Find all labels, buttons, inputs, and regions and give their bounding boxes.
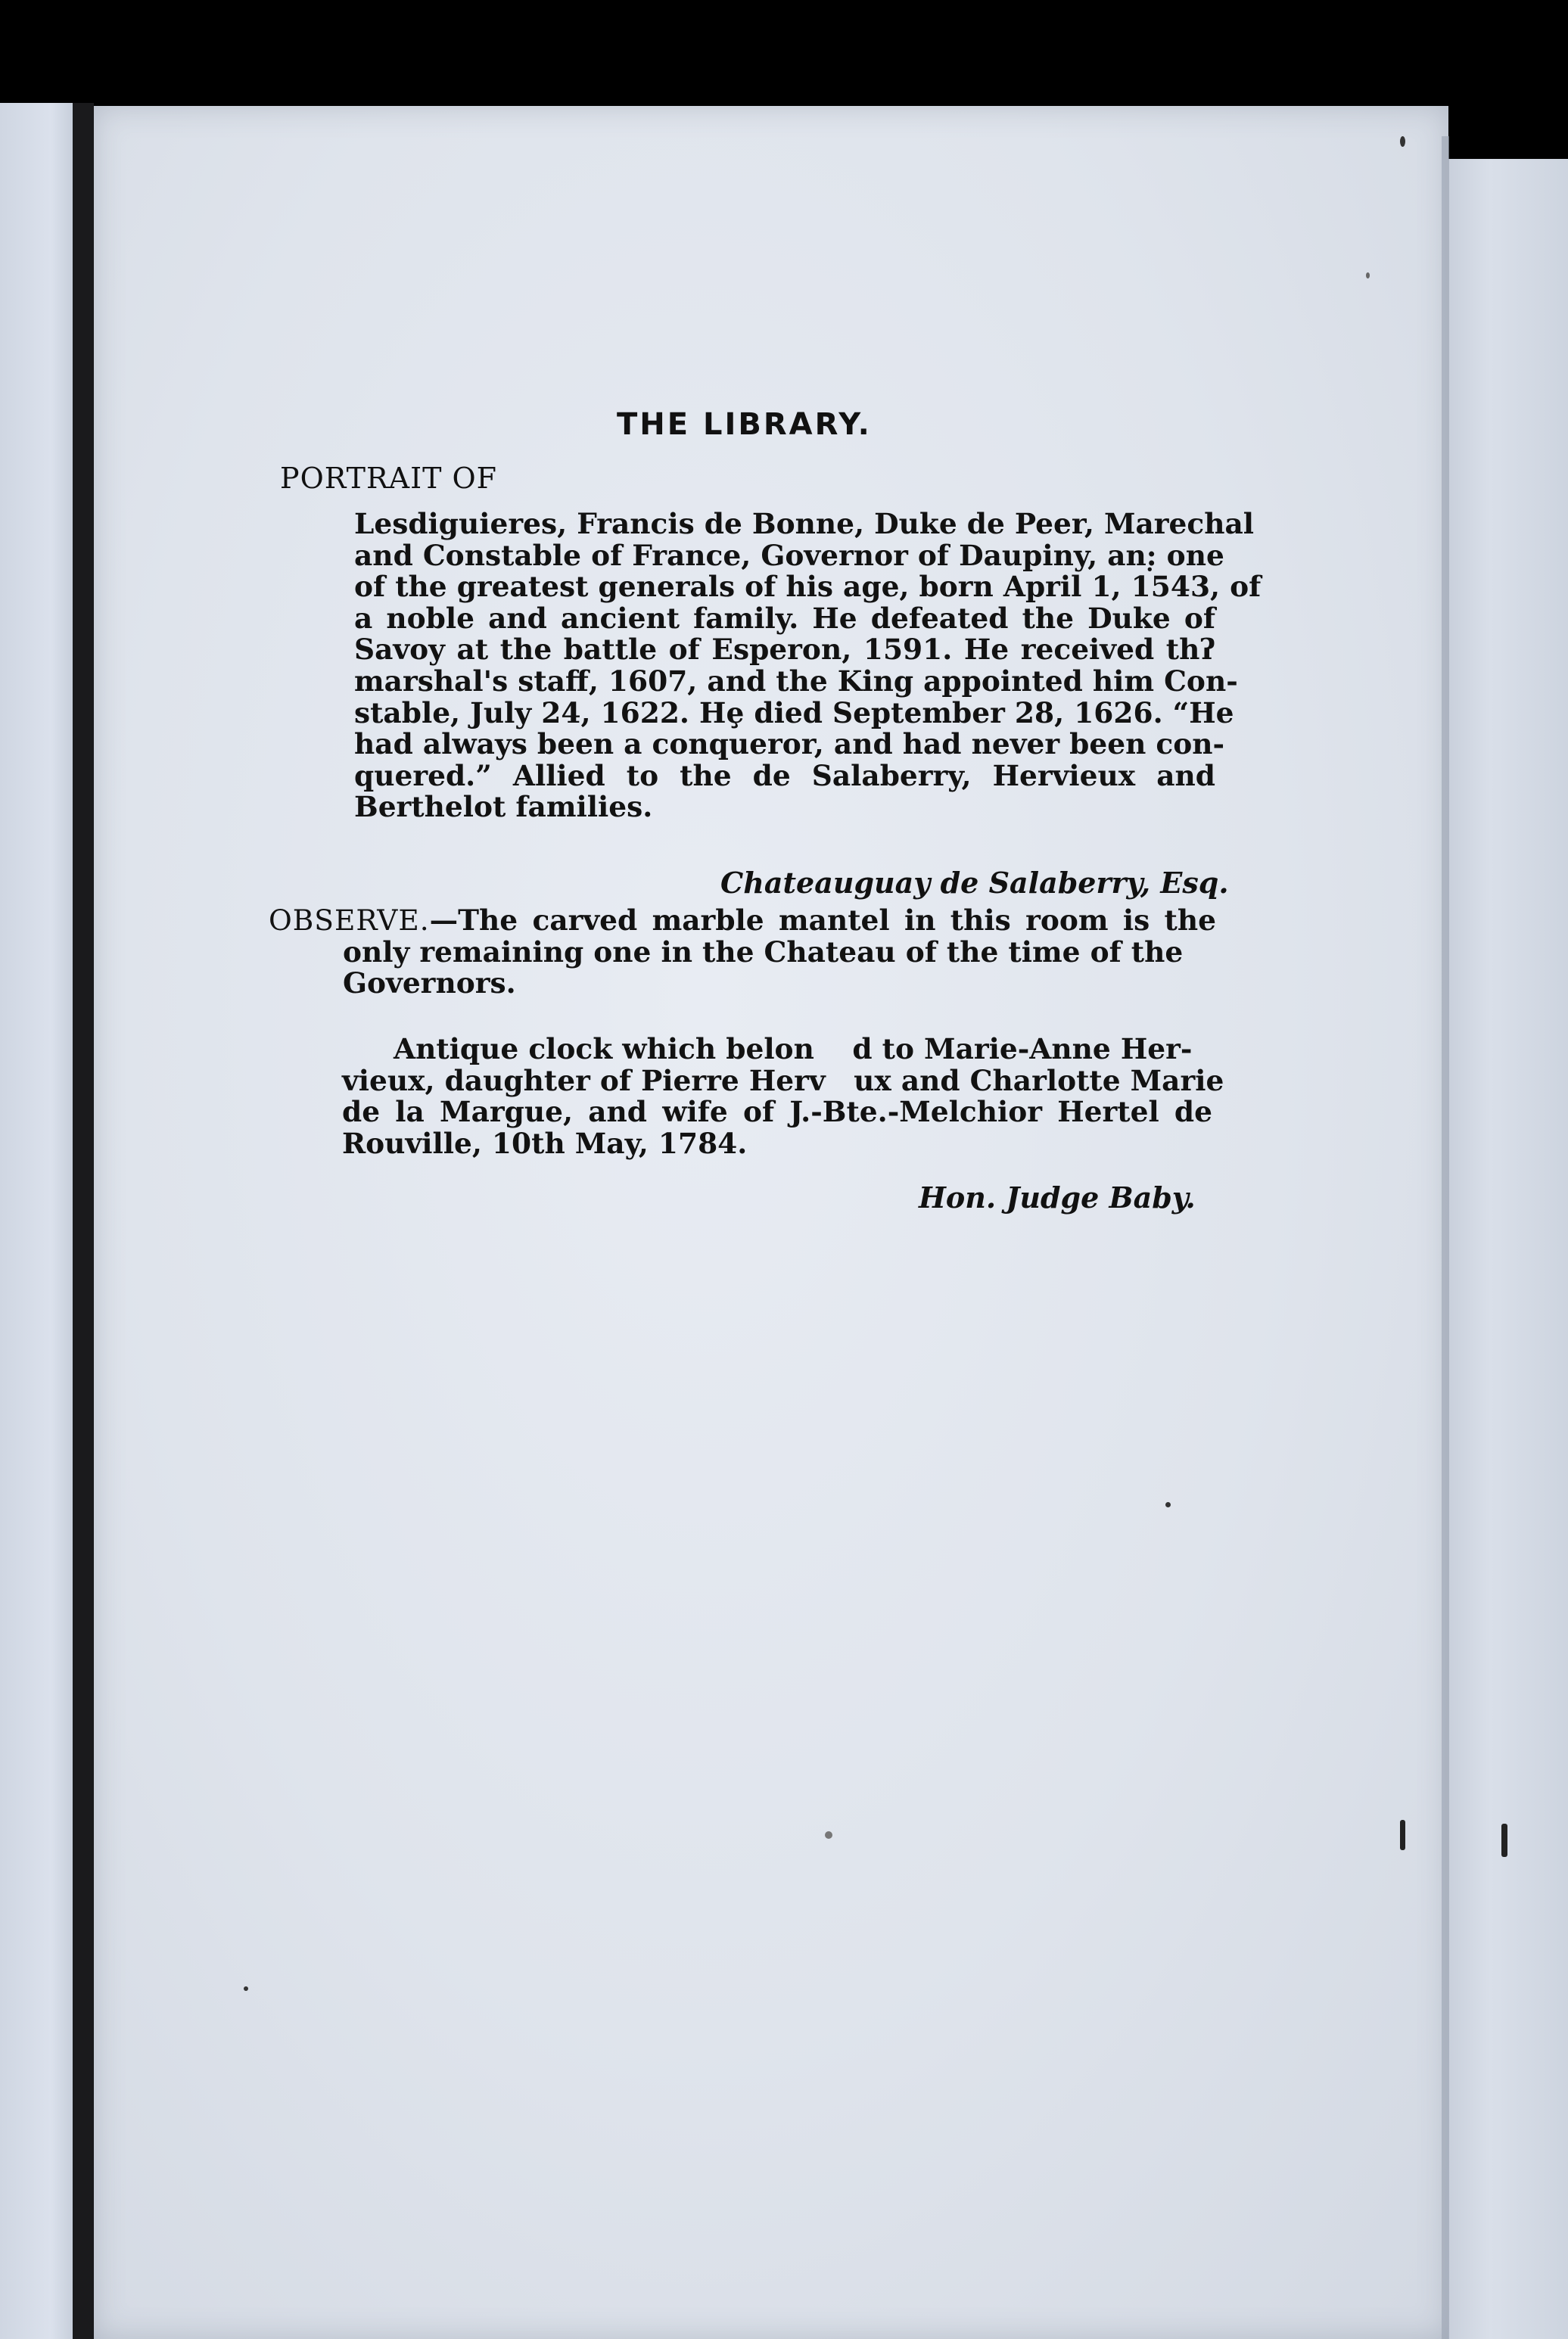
portrait-line: Berthelot families. bbox=[354, 790, 653, 824]
portrait-line: had always been a conqueror, and had never been con- bbox=[354, 727, 1225, 761]
observe-label: OBSERVE. bbox=[269, 904, 430, 937]
scan-speck bbox=[1165, 1502, 1171, 1507]
observe-first-text: —The carved marble mantel in this room is the bbox=[429, 904, 1216, 937]
binding-shadow bbox=[73, 103, 94, 2339]
portrait-description bbox=[354, 507, 1262, 824]
portrait-heading: PORTRAIT OF bbox=[280, 462, 498, 495]
clock-line: Antique clock which belon d to Marie-Anne Her- bbox=[394, 1032, 1193, 1065]
clock-attribution: Hon. Judge Baby. bbox=[919, 1180, 1196, 1215]
page-title: THE LIBRARY. bbox=[617, 407, 872, 442]
observe-line: only remaining one in the Chateau of the time of the bbox=[343, 935, 1184, 969]
clock-note bbox=[342, 1032, 1224, 1160]
scan-speck bbox=[1400, 136, 1405, 147]
portrait-attribution: Chateauguay de Salaberry, Esq. bbox=[720, 866, 1229, 900]
portrait-line: stable, July 24, 1622. Hȩ died September 28, 1626. “He bbox=[354, 695, 1234, 729]
clock-line: Rouville, 10th May, 1784. bbox=[342, 1126, 748, 1160]
scan-speck bbox=[1501, 1824, 1507, 1857]
clock-line: de la Margue, and wife of J.-Bte.-Melchior Hertel de bbox=[342, 1095, 1212, 1129]
observe-first-line bbox=[269, 905, 1216, 937]
portrait-line: Lesdiguieres, Francis de Bonne, Duke de Peer, Marechal bbox=[354, 507, 1255, 540]
scan-speck bbox=[1400, 1820, 1405, 1850]
observe-note bbox=[269, 905, 1216, 1000]
clock-line: vieux, daughter of Pierre Herv ux and Charlotte Marie bbox=[342, 1063, 1224, 1097]
portrait-line: Savoy at the battle of Esperon, 1591. He received thʔ bbox=[354, 633, 1215, 667]
portrait-line: a noble and ancient family. He defeated the Duke of bbox=[354, 601, 1215, 635]
adjacent-page-left bbox=[0, 103, 73, 2339]
portrait-line: and Constable of France, Governor of Daupiny, an:̣ one bbox=[354, 538, 1224, 572]
portrait-line: marshal's staff, 1607, and the King appointed him Con- bbox=[354, 664, 1238, 698]
page-edge bbox=[1442, 136, 1449, 2339]
observe-line: Governors. bbox=[343, 966, 516, 1000]
scan-speck bbox=[825, 1831, 832, 1839]
adjacent-page-right bbox=[1438, 159, 1568, 2339]
scan-speck bbox=[244, 1986, 248, 1991]
portrait-line: of the greatest generals of his age, born April 1, 1543, of bbox=[354, 570, 1262, 604]
scan-speck bbox=[1366, 272, 1370, 278]
portrait-line: quered.” Allied to the de Salaberry, Hervieux and bbox=[354, 758, 1215, 792]
